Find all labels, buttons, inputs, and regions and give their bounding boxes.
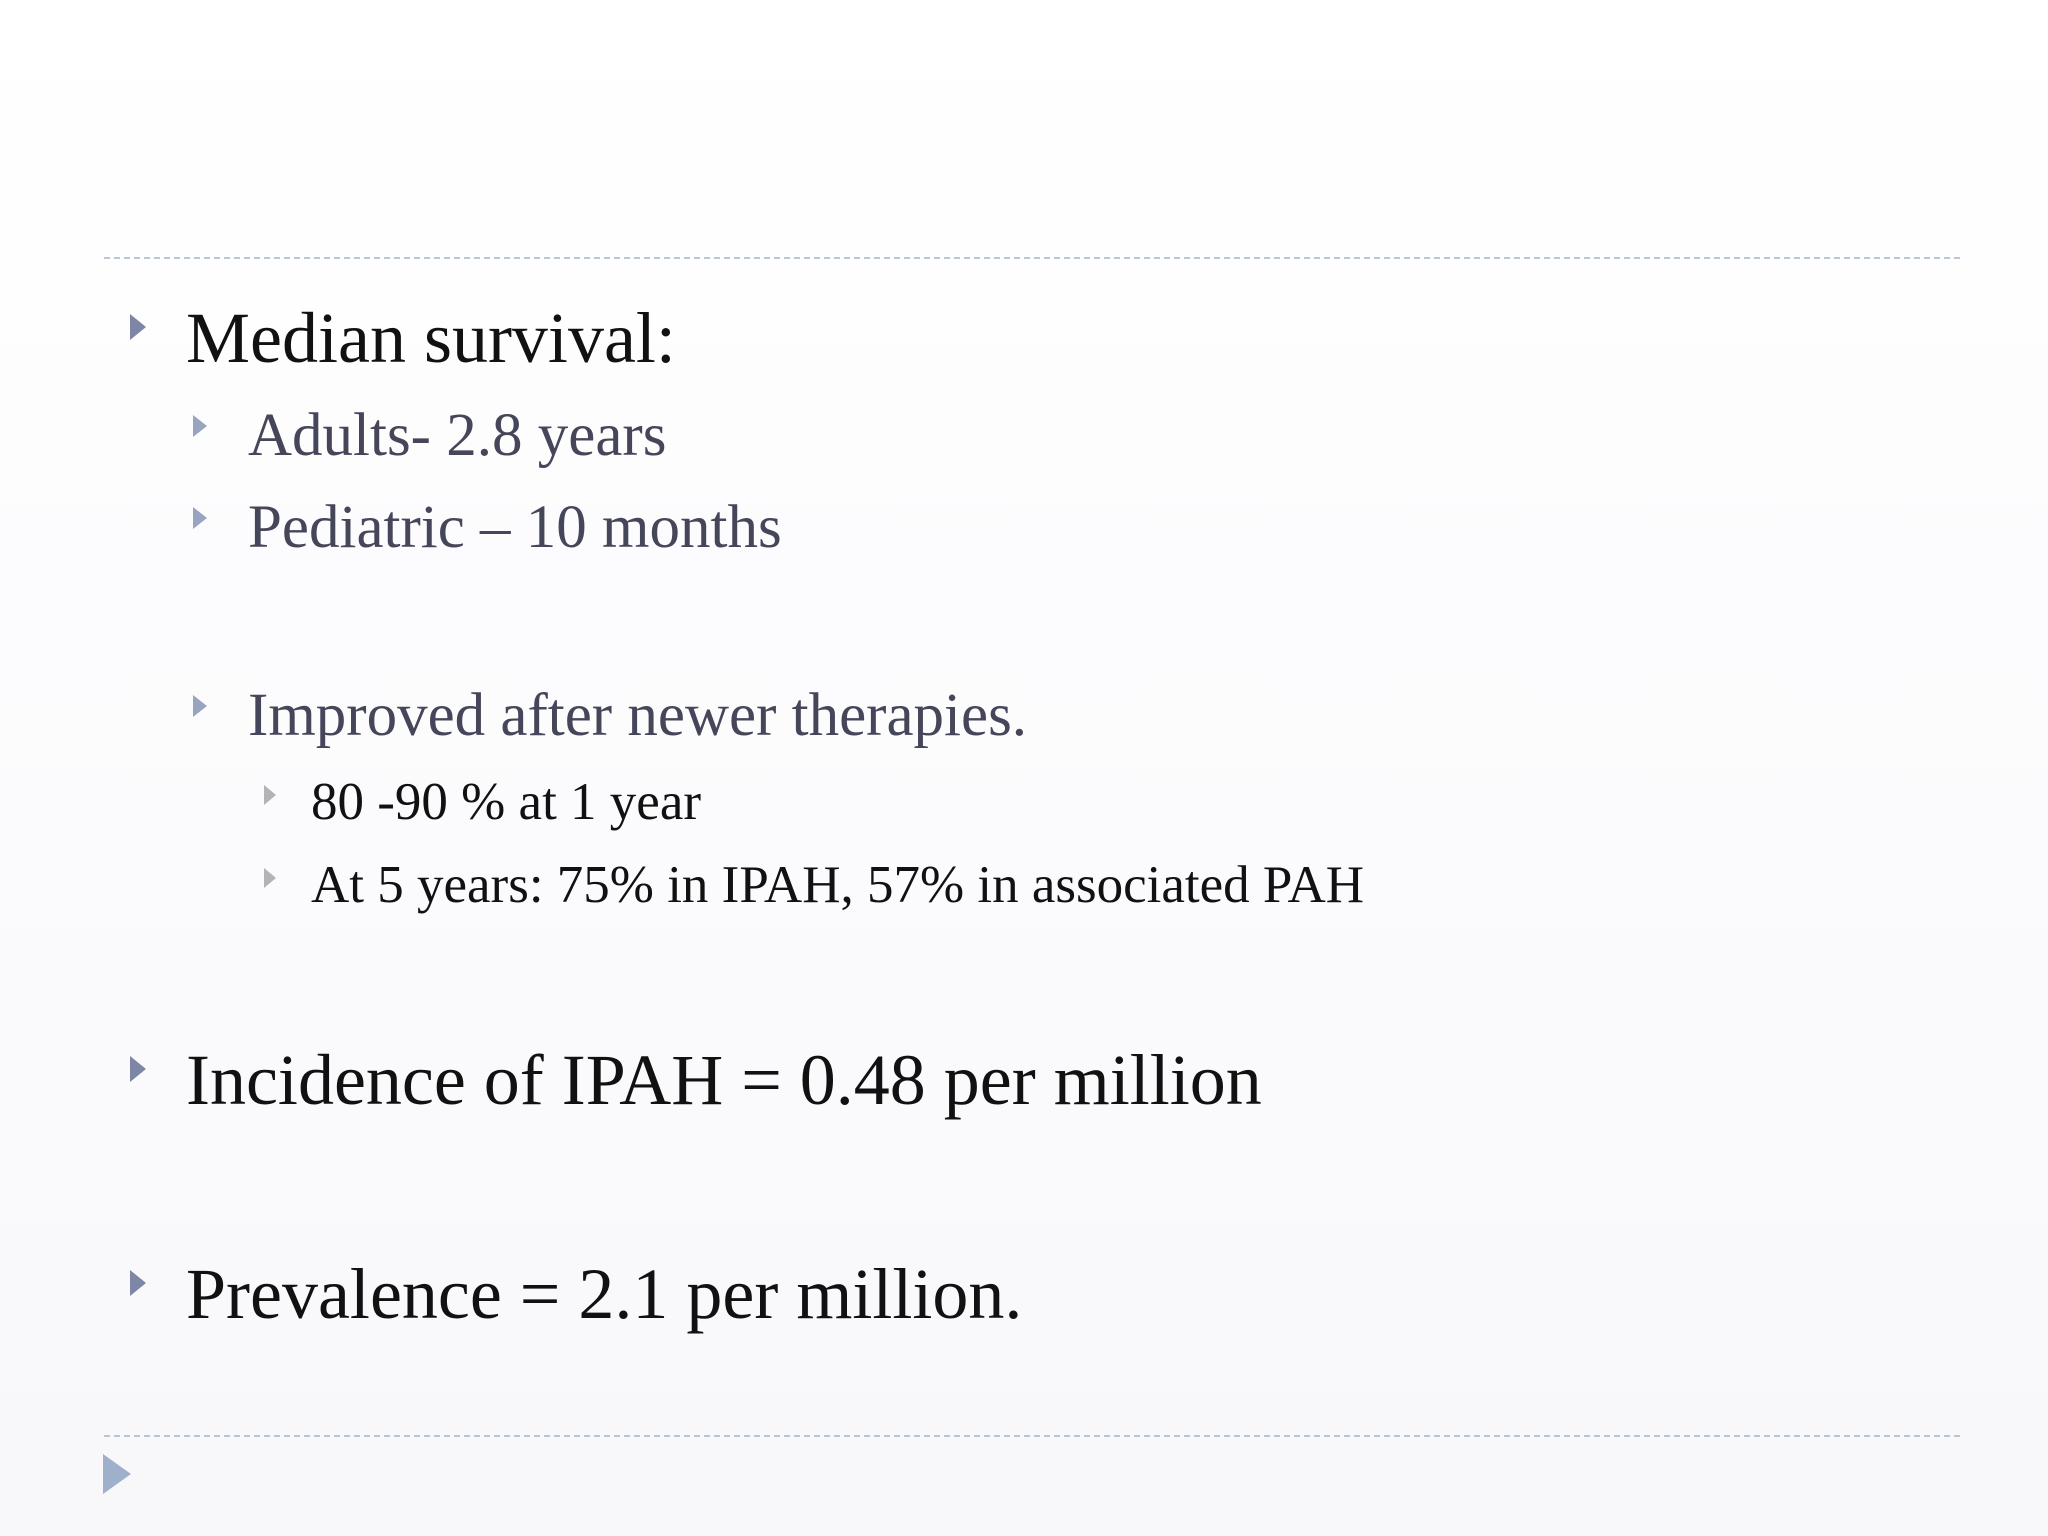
bullet-text: Improved after newer therapies. xyxy=(248,682,1028,749)
bullet-arrow-icon xyxy=(130,1056,146,1082)
bullet-text: Prevalence = 2.1 per million. xyxy=(186,1254,1023,1334)
bullet-arrow-icon xyxy=(264,868,276,888)
corner-arrow-icon xyxy=(103,1454,131,1494)
bullet-text: Pediatric – 10 months xyxy=(248,494,782,561)
bullet-text: Median survival: xyxy=(186,298,676,378)
bullet-text: At 5 years: 75% in IPAH, 57% in associated PAH xyxy=(311,856,1365,914)
bullet-arrow-icon xyxy=(193,695,207,717)
bullet-arrow-icon xyxy=(193,415,207,437)
bullet-text: 80 -90 % at 1 year xyxy=(311,773,701,831)
bullet-arrow-icon xyxy=(130,314,146,340)
bullet-arrow-icon xyxy=(193,507,207,529)
top-divider xyxy=(104,257,1960,259)
bottom-divider xyxy=(104,1435,1960,1437)
bullet-text: Incidence of IPAH = 0.48 per million xyxy=(186,1040,1262,1120)
bullet-arrow-icon xyxy=(130,1270,146,1296)
bullet-text: Adults- 2.8 years xyxy=(248,402,667,469)
bullet-arrow-icon xyxy=(264,785,276,805)
